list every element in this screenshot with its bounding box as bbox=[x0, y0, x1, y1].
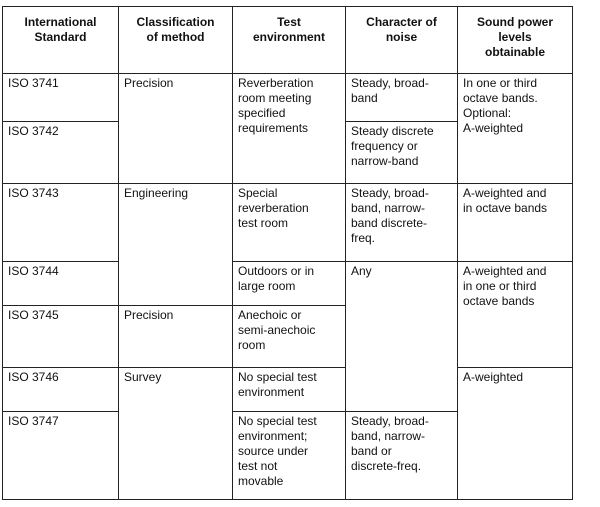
environment-anechoic: Anechoic or semi-anechoic room bbox=[233, 306, 346, 368]
header-test-environment: Test environment bbox=[233, 7, 346, 74]
standard-iso3747: ISO 3747 bbox=[3, 412, 119, 500]
table-row bbox=[3, 368, 573, 412]
noise-steady-mixed-2: Steady, broad- band, narrow- band or discrete-freq. bbox=[346, 412, 458, 500]
environment-no-special-source: No special test environment; source under test not movable bbox=[233, 412, 346, 500]
levels-aweighted: A-weighted bbox=[458, 368, 573, 500]
iso-standards-table bbox=[2, 6, 573, 500]
classification-precision-2: Precision bbox=[119, 306, 233, 368]
environment-outdoors: Outdoors or in large room bbox=[233, 262, 346, 306]
standard-iso3746: ISO 3746 bbox=[3, 368, 119, 412]
levels-aweighted-octave: A-weighted and in octave bands bbox=[458, 184, 573, 262]
header-classification: Classification of method bbox=[119, 7, 233, 74]
standard-iso3744: ISO 3744 bbox=[3, 262, 119, 306]
levels-octave-bands: In one or third octave bands. Optional: A-weighted bbox=[458, 74, 573, 184]
standard-iso3745: ISO 3745 bbox=[3, 306, 119, 368]
classification-engineering: Engineering bbox=[119, 184, 233, 306]
noise-steady-mixed: Steady, broad- band, narrow- band discrete- freq. bbox=[346, 184, 458, 262]
classification-survey: Survey bbox=[119, 368, 233, 500]
environment-no-special: No special test environment bbox=[233, 368, 346, 412]
header-character-of-noise: Character of noise bbox=[346, 7, 458, 74]
noise-steady-discrete: Steady discrete frequency or narrow-band bbox=[346, 122, 458, 184]
environment-reverberation-room: Reverberation room meeting specified requirements bbox=[233, 74, 346, 184]
table-row bbox=[3, 74, 573, 122]
noise-steady-broadband: Steady, broad- band bbox=[346, 74, 458, 122]
standard-iso3741: ISO 3741 bbox=[3, 74, 119, 122]
classification-precision: Precision bbox=[119, 74, 233, 184]
header-international-standard: International Standard bbox=[3, 7, 119, 74]
standard-iso3742: ISO 3742 bbox=[3, 122, 119, 184]
levels-aweighted-third: A-weighted and in one or third octave bands bbox=[458, 262, 573, 368]
header-row bbox=[3, 7, 573, 74]
environment-special-reverberation: Special reverberation test room bbox=[233, 184, 346, 262]
table-row bbox=[3, 262, 573, 306]
standard-iso3743: ISO 3743 bbox=[3, 184, 119, 262]
noise-any: Any bbox=[346, 262, 458, 412]
table-row bbox=[3, 184, 573, 262]
header-sound-power-levels: Sound power levels obtainable bbox=[458, 7, 573, 74]
